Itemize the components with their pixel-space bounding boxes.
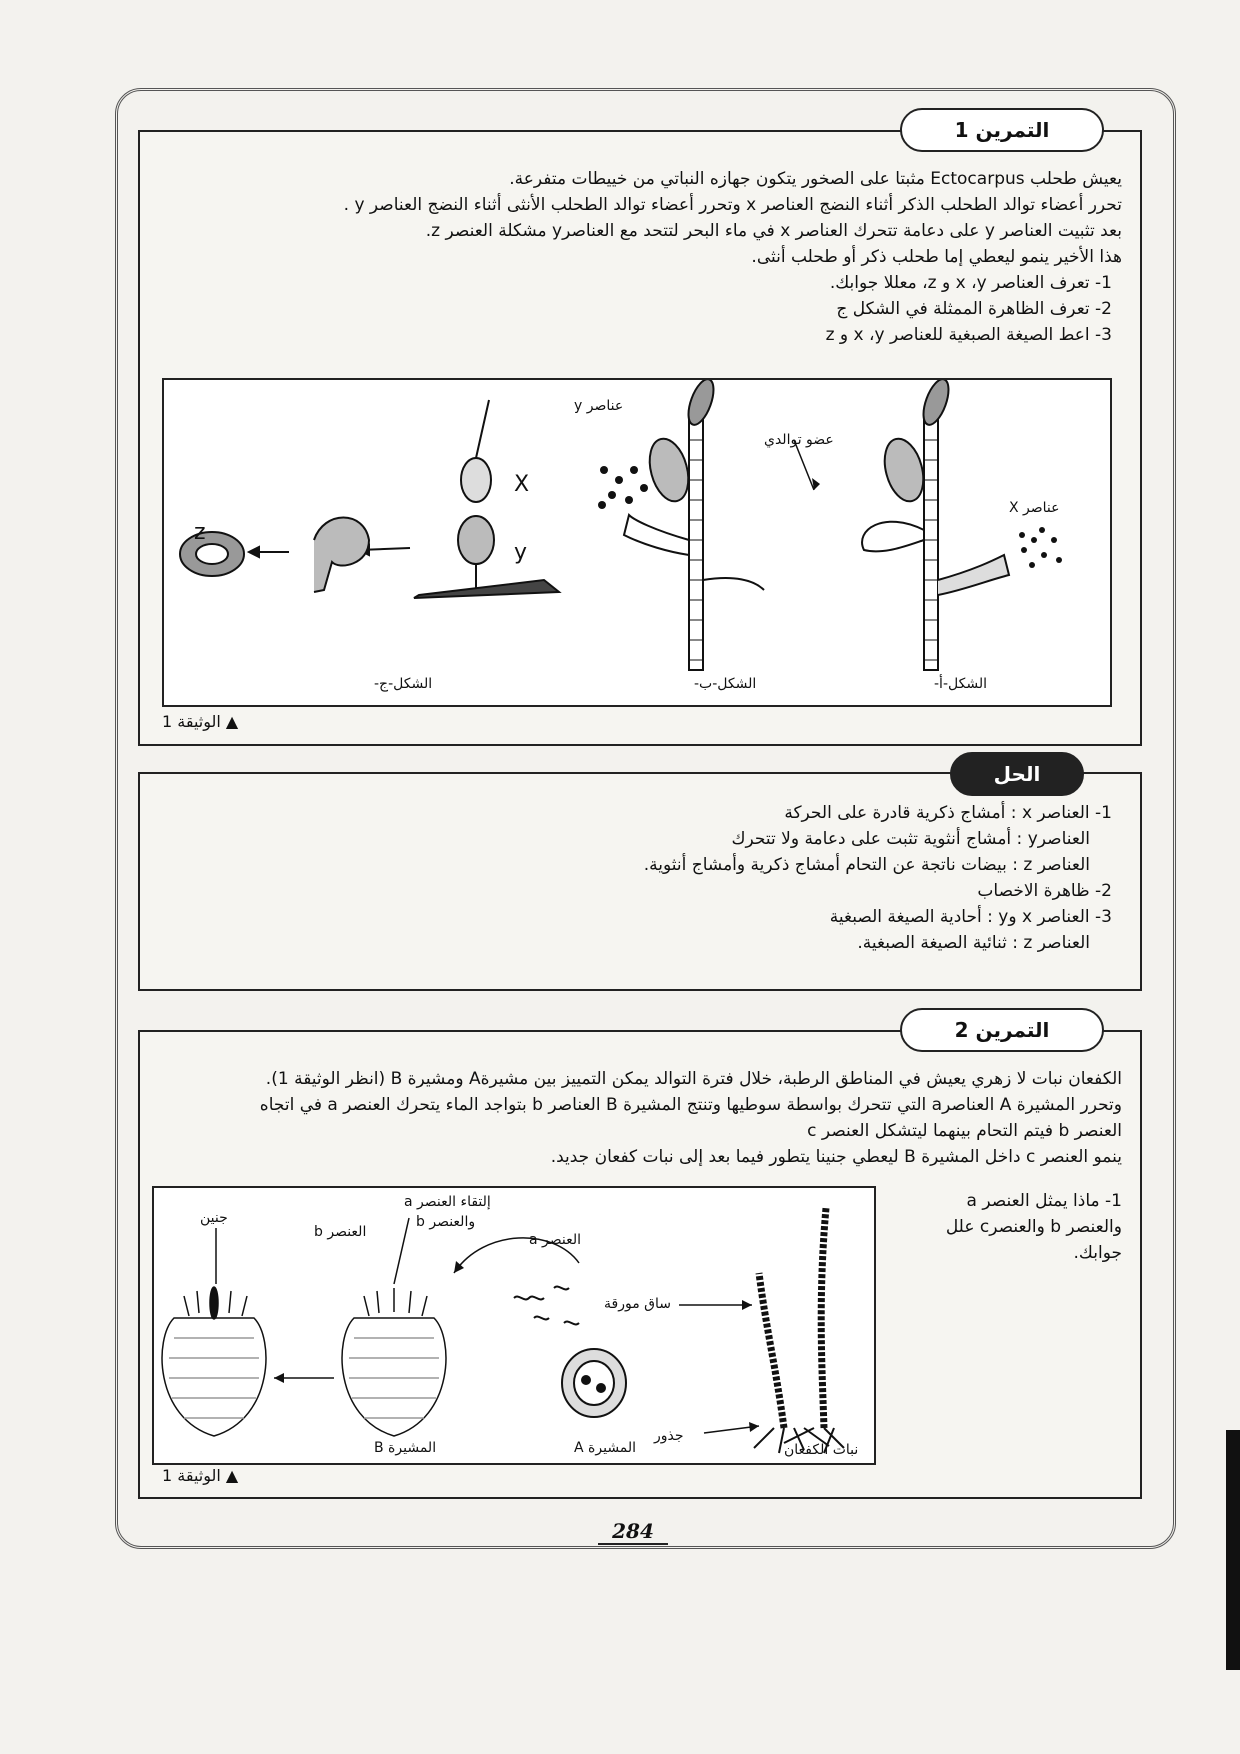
label-embryo: جنين bbox=[200, 1210, 228, 1226]
exercise1-doc-label-text: الوثيقة 1 bbox=[162, 712, 221, 731]
exercise2-title-rule bbox=[220, 1030, 900, 1032]
label-z: z bbox=[194, 520, 206, 545]
label-reproductive-organ: عضو توالدي bbox=[764, 432, 834, 448]
ectocarpus-illustration bbox=[164, 380, 1110, 705]
label-x-elements: عناصر X bbox=[1009, 500, 1060, 516]
moss-illustration bbox=[154, 1188, 874, 1463]
solution-title-rule bbox=[220, 772, 950, 774]
caption-a: الشكل-أ- bbox=[934, 676, 987, 692]
exercise2-title: التمرين 2 bbox=[900, 1008, 1104, 1052]
label-meeting-1: إلتقاء العنصر a bbox=[404, 1194, 491, 1210]
figure-c-sequence bbox=[180, 400, 559, 598]
exercise1-paragraph: يعيش طحلب Ectocarpus مثبتا على الصخور يتكون جهازه النباتي من خييطات متفرعة. bbox=[509, 169, 1122, 189]
label-x: X bbox=[514, 472, 530, 497]
label-archegonium-b: المشيرة B bbox=[374, 1440, 437, 1456]
exercise2-doc-label bbox=[162, 1466, 238, 1485]
exercise2-paragraph: الكفعان نبات لا زهري يعيش في المناطق الرطبة، خلال فترة التوالد يمكن التمييز بين مشيرةA ومشيرة B (انظر الوثيقة 1). bbox=[265, 1069, 1122, 1089]
exercise2-question-line: جوابك. bbox=[1073, 1243, 1122, 1263]
label-element-a: العنصر a bbox=[529, 1232, 582, 1248]
solution-line: 2- ظاهرة الاخصاب bbox=[977, 881, 1112, 901]
embryo-b bbox=[162, 1287, 266, 1436]
y-gametes bbox=[598, 466, 648, 509]
a-elements bbox=[514, 1287, 579, 1325]
solution-text bbox=[212, 800, 1112, 956]
exercise2-question-line: 1- ماذا يمثل العنصر a bbox=[966, 1191, 1122, 1211]
solution-line: العناصر z : بيضات ناتجة عن التحام أمشاج ذكرية وأمشاج أنثوية. bbox=[643, 855, 1090, 875]
exercise2-paragraph: العنصر b فيتم التحام بينهما ليتشكل العنصر c bbox=[807, 1121, 1122, 1141]
exercise1-question: 1- تعرف العناصر x ،y و z، معللا جوابك. bbox=[829, 273, 1112, 293]
exercise1-title: التمرين 1 bbox=[900, 108, 1104, 152]
exercise1-doc-label bbox=[162, 712, 238, 731]
solution-line: 3- العناصر x وy : أحادية الصيغة الصبغية bbox=[829, 907, 1112, 927]
exercise2-paragraph: وتحرر المشيرة A العناصرa التي تتحرك بواسطة سوطيها وتنتج المشيرة B العناصر b بتواجد الماء يتحرك العنصر a في اتجاه bbox=[259, 1095, 1122, 1115]
figure-b-filament bbox=[624, 380, 764, 670]
exercise1-question: 2- تعرف الظاهرة الممثلة في الشكل ج bbox=[836, 299, 1112, 319]
label-roots: جذور bbox=[654, 1428, 684, 1444]
solution-line: العناصر z : ثنائية الصيغة الصبغية. bbox=[857, 933, 1090, 953]
exercise2-question-line: والعنصر b والعنصرc علل bbox=[945, 1217, 1122, 1237]
label-leafy-stem: ساق مورقة bbox=[604, 1296, 671, 1312]
solution-line: العناصرy : أمشاج أنثوية تثبت على دعامة ولا تتحرك bbox=[731, 829, 1090, 849]
exercise2-question bbox=[892, 1188, 1122, 1266]
exercise1-text bbox=[142, 166, 1122, 348]
triangle-icon: ▲ bbox=[225, 712, 239, 731]
exercise1-figure bbox=[162, 378, 1112, 707]
exercise1-paragraph: بعد تثبيت العناصر y على دعامة تتحرك العناصر x في ماء البحر لتتحد مع العناصرy مشكلة العنصر z. bbox=[425, 221, 1122, 241]
label-plant: نبات الكفعان bbox=[784, 1442, 859, 1458]
label-y-elements: عناصر y bbox=[574, 398, 624, 414]
exercise2-doc-label-text: الوثيقة 1 bbox=[162, 1466, 221, 1485]
antheridium-a bbox=[562, 1349, 626, 1417]
label-element-b: العنصر b bbox=[314, 1224, 367, 1240]
solution-line: 1- العناصر x : أمشاج ذكرية قادرة على الحركة bbox=[784, 803, 1112, 823]
exercise1-paragraph: تحرر أعضاء توالد الطحلب الذكر أثناء النضج العناصر x وتحرر أعضاء توالد الطحلب الأنثى أثناء النضج العناصر y . bbox=[343, 195, 1122, 215]
exercise2-paragraph: ينمو العنصر c داخل المشيرة B ليعطي جنينا يتطور فيما بعد إلى نبات كفعان جديد. bbox=[550, 1147, 1122, 1167]
figure-a-filament bbox=[862, 380, 1009, 670]
triangle-icon: ▲ bbox=[225, 1466, 239, 1485]
archegonium-b bbox=[342, 1288, 446, 1436]
exercise2-figure bbox=[152, 1186, 876, 1465]
x-gametes bbox=[1019, 527, 1062, 568]
exercise2-text bbox=[142, 1066, 1122, 1170]
page-number: 284 bbox=[598, 1519, 668, 1545]
label-meeting-2: والعنصر b bbox=[416, 1214, 476, 1230]
moss-plant bbox=[754, 1208, 844, 1453]
exercise1-title-rule bbox=[220, 130, 900, 132]
caption-c: الشكل-ج- bbox=[374, 676, 433, 692]
label-y: y bbox=[514, 540, 528, 565]
exercise1-question: 3- اعط الصيغة الصبغية للعناصر x ،y و z bbox=[825, 325, 1112, 345]
exercise1-paragraph: هذا الأخير ينمو ليعطي إما طحلب ذكر أو طحلب أنثى. bbox=[751, 247, 1122, 267]
label-antheridium-a: المشيرة A bbox=[574, 1440, 637, 1456]
solution-title: الحل bbox=[950, 752, 1084, 796]
scan-edge bbox=[1226, 1430, 1240, 1670]
caption-b: الشكل-ب- bbox=[694, 676, 757, 692]
